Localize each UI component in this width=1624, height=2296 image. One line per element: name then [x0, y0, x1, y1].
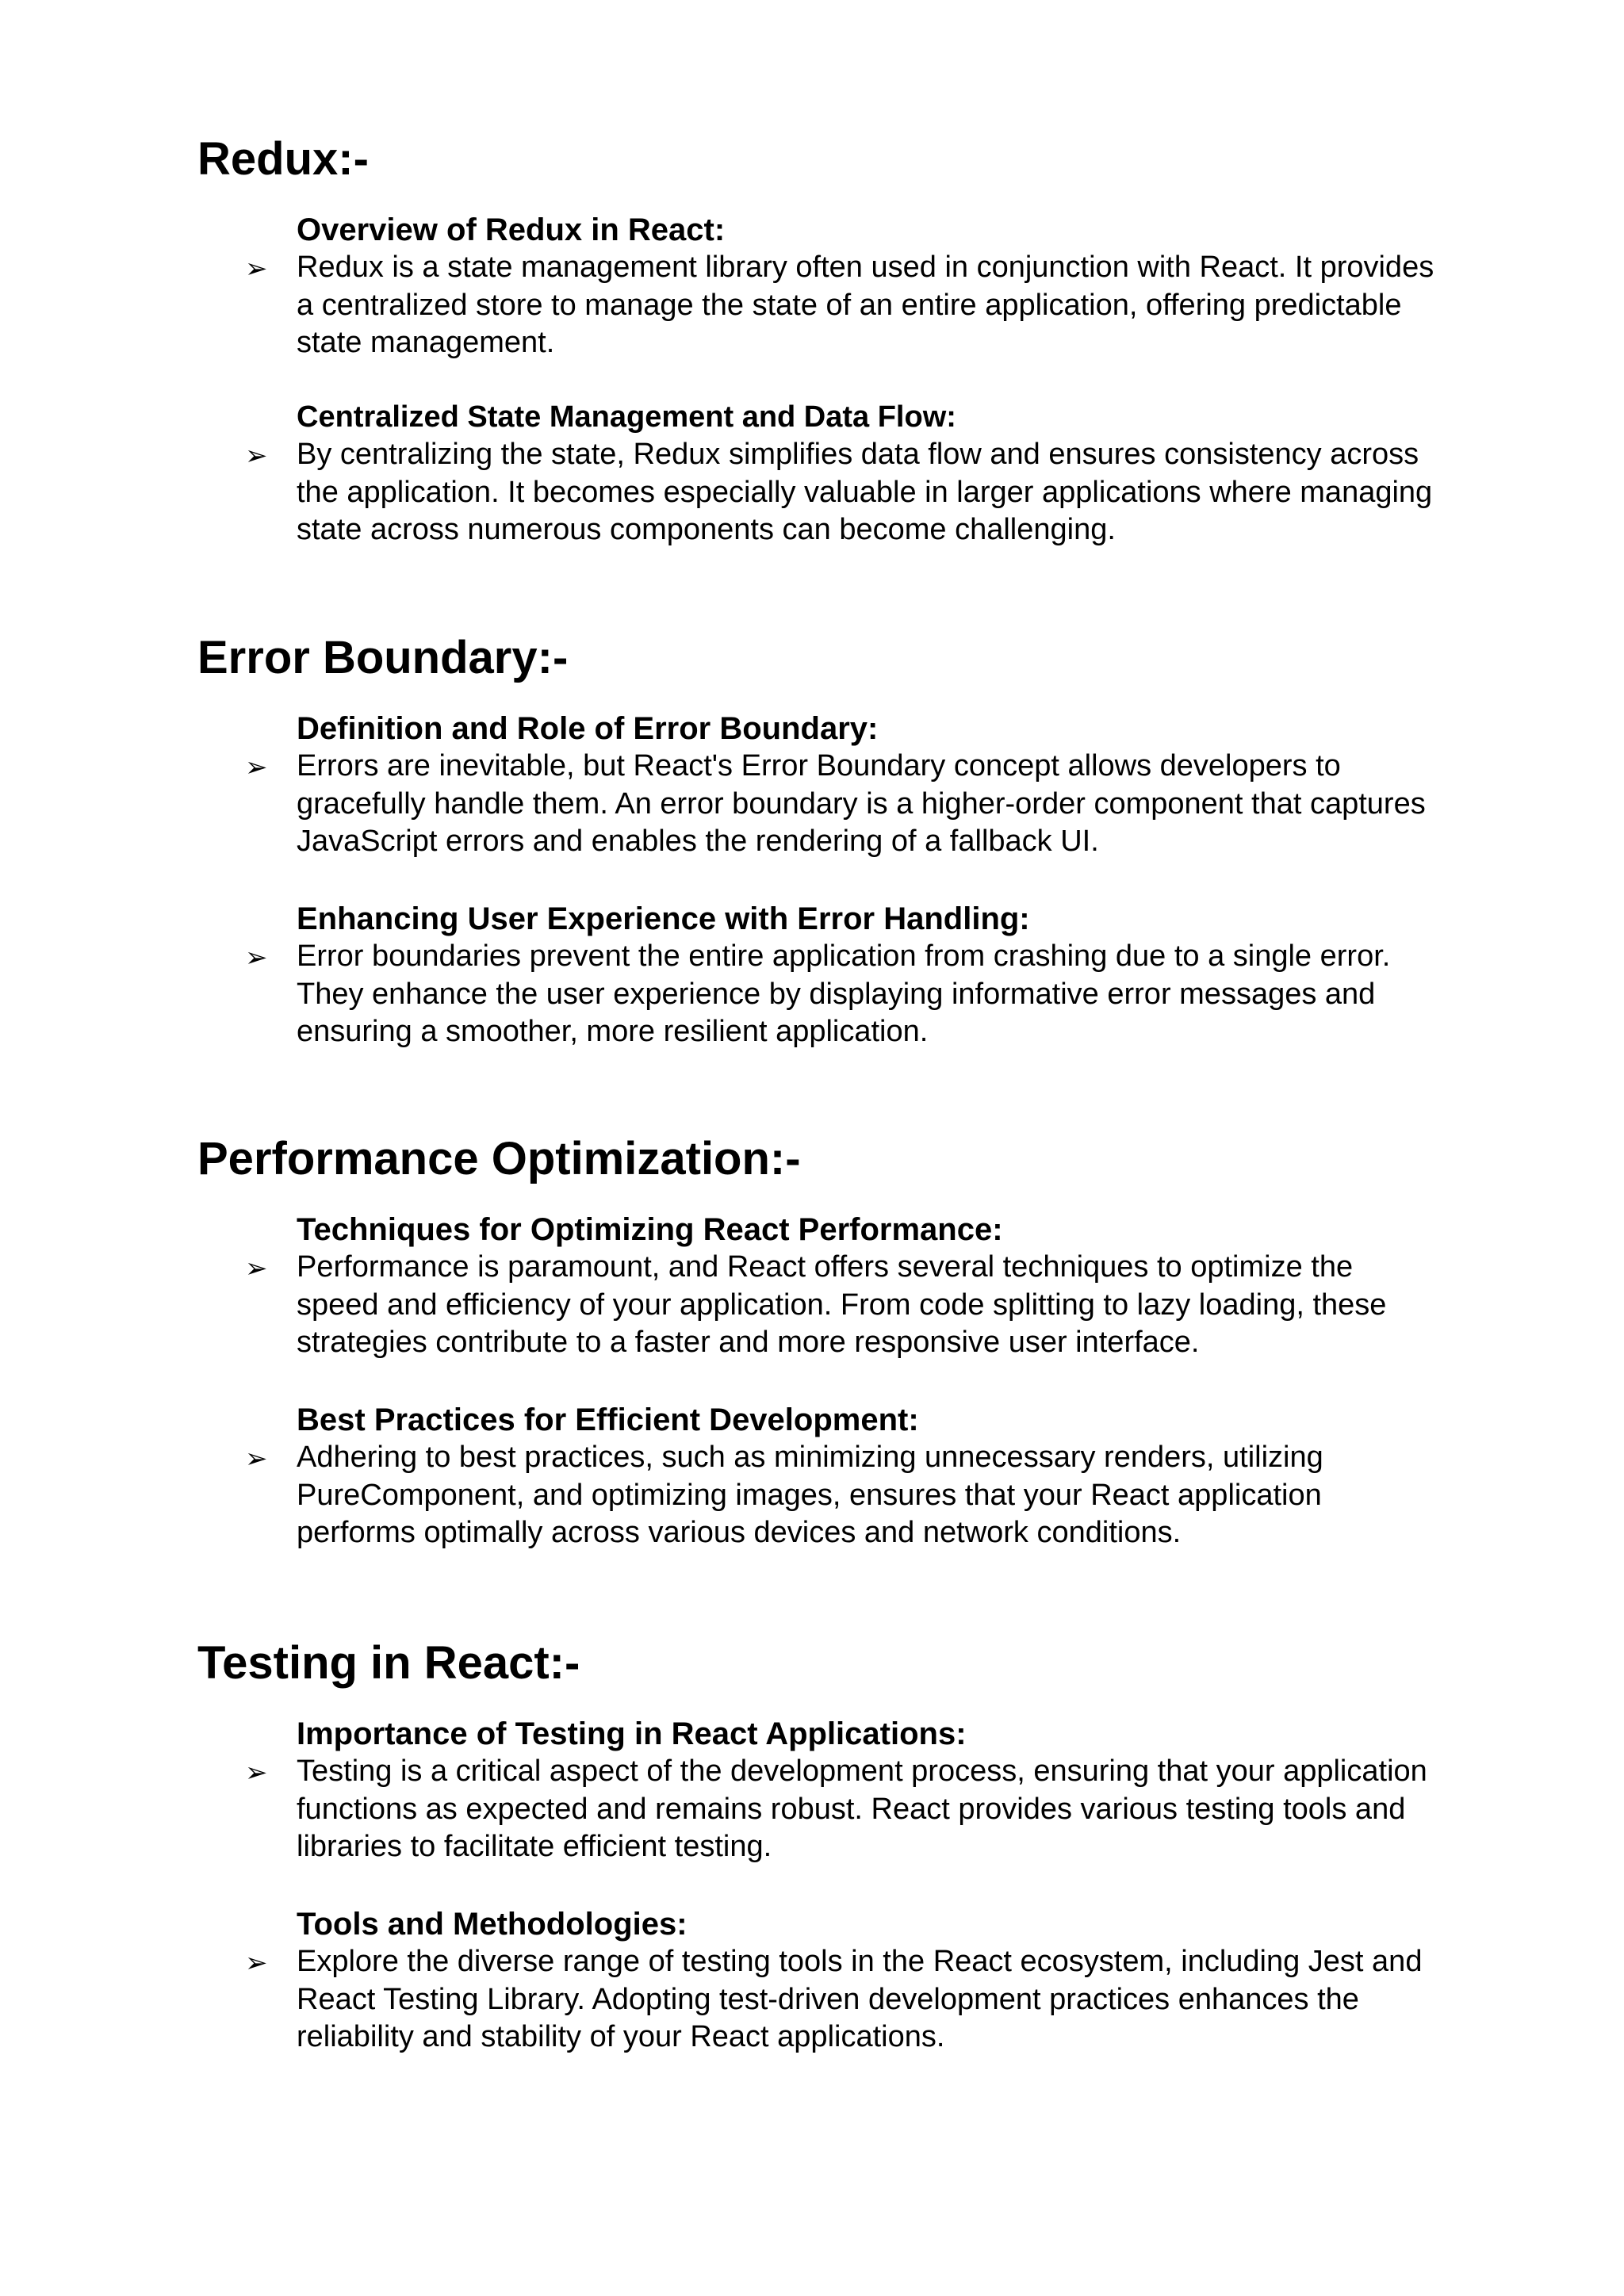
- paragraph-line: the application. It becomes especially valuable in larger applications where managing: [297, 475, 1433, 509]
- arrowhead-bullet-icon: ➢: [245, 440, 268, 472]
- paragraph-line: state management.: [297, 326, 555, 359]
- section-error-boundary: [197, 630, 1466, 1048]
- arrowhead-bullet-icon: ➢: [245, 253, 268, 285]
- section-title: Testing in React:-: [197, 1637, 580, 1689]
- paragraph-line: a centralized store to manage the state of an entire application, offering predictable: [297, 288, 1402, 322]
- arrowhead-bullet-icon: ➢: [245, 1947, 268, 1979]
- section-title: Error Boundary:-: [197, 632, 569, 683]
- paragraph-line: functions as expected and remains robust. React provides various testing tools and: [297, 1792, 1406, 1826]
- topic-paragraph: [297, 249, 1462, 362]
- paragraph-line: speed and efficiency of your application. From code splitting to lazy loading, these: [297, 1288, 1387, 1322]
- arrowhead-bullet-icon: ➢: [245, 1253, 268, 1284]
- topic-heading: Centralized State Management and Data Flow:: [297, 400, 956, 434]
- paragraph-line: libraries to facilitate efficient testing.: [297, 1830, 772, 1863]
- topic-paragraph: [297, 1439, 1462, 1552]
- paragraph-line: PureComponent, and optimizing images, ensures that your React application: [297, 1478, 1322, 1512]
- paragraph-line: Errors are inevitable, but React's Error Boundary concept allows developers to: [297, 749, 1341, 783]
- paragraph-line: Testing is a critical aspect of the development process, ensuring that your application: [297, 1755, 1427, 1788]
- topic-heading: Best Practices for Efficient Development:: [297, 1402, 919, 1437]
- topic-paragraph: [297, 436, 1462, 549]
- topic-heading: Importance of Testing in React Applications:: [297, 1716, 967, 1751]
- topic-heading: Overview of Redux in React:: [297, 212, 726, 247]
- topic-heading: Definition and Role of Error Boundary:: [297, 711, 879, 746]
- paragraph-line: performs optimally across various devices and network conditions.: [297, 1516, 1182, 1549]
- paragraph-line: JavaScript errors and enables the rendering of a fallback UI.: [297, 825, 1099, 858]
- paragraph-line: Error boundaries prevent the entire application from crashing due to a single error.: [297, 939, 1391, 973]
- arrowhead-bullet-icon: ➢: [245, 752, 268, 783]
- paragraph-line: Redux is a state management library often used in conjunction with React. It provides: [297, 251, 1434, 284]
- paragraph-line: reliability and stability of your React applications.: [297, 2020, 945, 2053]
- topic-paragraph: [297, 1753, 1462, 1866]
- arrowhead-bullet-icon: ➢: [245, 942, 268, 974]
- topic-paragraph: [297, 1249, 1462, 1362]
- arrowhead-bullet-icon: ➢: [245, 1757, 268, 1789]
- arrowhead-bullet-icon: ➢: [245, 1443, 268, 1475]
- section-testing-in-react: [197, 1636, 1466, 2053]
- paragraph-line: ensuring a smoother, more resilient application.: [297, 1015, 929, 1048]
- topic-heading: Enhancing User Experience with Error Handling:: [297, 901, 1030, 936]
- topic-paragraph: [297, 1943, 1462, 2057]
- paragraph-line: state across numerous components can become challenging.: [297, 513, 1116, 546]
- paragraph-line: gracefully handle them. An error boundary is a higher-order component that captures: [297, 786, 1426, 821]
- paragraph-line: strategies contribute to a faster and more responsive user interface.: [297, 1326, 1200, 1359]
- section-title: Performance Optimization:-: [197, 1133, 801, 1184]
- paragraph-line: By centralizing the state, Redux simplifies data flow and ensures consistency across: [297, 438, 1419, 471]
- paragraph-line: React Testing Library. Adopting test-driven development practices enhances the: [297, 1982, 1359, 2016]
- topic-paragraph: [297, 748, 1462, 861]
- topic-heading: Tools and Methodologies:: [297, 1907, 688, 1942]
- section-redux: [197, 132, 1466, 546]
- paragraph-line: They enhance the user experience by displaying informative error messages and: [297, 977, 1376, 1011]
- section-title: Redux:-: [197, 133, 369, 185]
- topic-heading: Techniques for Optimizing React Performance:: [297, 1212, 1003, 1247]
- paragraph-line: Adhering to best practices, such as minimizing unnecessary renders, utilizing: [297, 1441, 1323, 1474]
- section-performance-optimization: [197, 1131, 1466, 1549]
- topic-paragraph: [297, 938, 1462, 1051]
- paragraph-line: Explore the diverse range of testing tools in the React ecosystem, including Jest and: [297, 1945, 1423, 1978]
- paragraph-line: Performance is paramount, and React offers several techniques to optimize the: [297, 1250, 1354, 1284]
